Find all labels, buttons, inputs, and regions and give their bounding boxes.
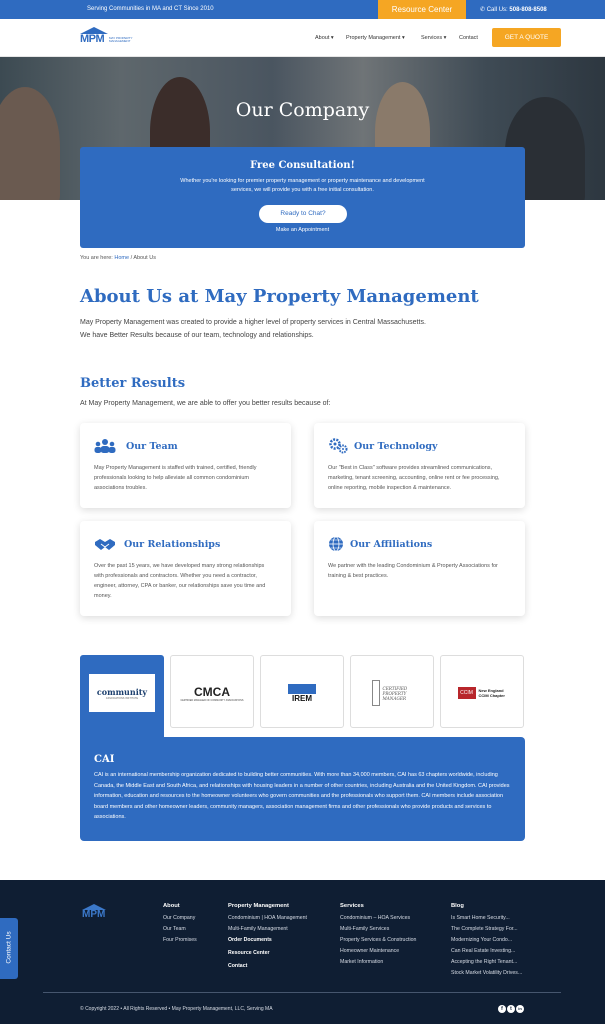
tab-cpm[interactable] <box>350 655 434 728</box>
nav-property-management[interactable]: Property Management ▾ <box>346 35 405 41</box>
footer-link[interactable]: Market Information <box>340 959 384 965</box>
footer-link[interactable]: Accepting the Right Tenant... <box>451 959 518 965</box>
affiliation-detail-panel <box>80 737 525 841</box>
handshake-icon <box>94 536 116 552</box>
cpm-logo: CERTIFIED PROPERTY MANAGER <box>359 674 425 712</box>
nav-contact[interactable]: Contact <box>459 35 478 41</box>
card-title: Our Affiliations <box>350 539 433 550</box>
logo-mark: MPM <box>80 33 105 45</box>
call-label: Call Us: <box>486 7 508 13</box>
footer-link[interactable]: Order Documents <box>228 937 272 943</box>
footer-link[interactable]: The Complete Strategy For... <box>451 926 518 932</box>
site-footer <box>0 880 605 1024</box>
facebook-icon[interactable]: f <box>498 1005 506 1013</box>
get-a-quote-button[interactable]: GET A QUOTE <box>492 28 561 47</box>
card-title: Our Relationships <box>124 539 221 550</box>
site-header <box>0 19 605 57</box>
irem-logo: IREM <box>269 674 335 712</box>
gears-icon <box>328 438 350 454</box>
footer-link[interactable]: Resource Center <box>228 950 270 956</box>
footer-link[interactable]: Property Services & Construction <box>340 937 417 943</box>
footer-property-column: Property Management Condominium | HOA Management Multi-Family Management Order Documents Resource Center Contact <box>228 903 307 969</box>
footer-link[interactable]: Multi-Family Services <box>340 926 390 932</box>
about-intro: May Property Management was created to provide a higher level of property services in Central Massachusetts. We have Better Results because of our team, technology and relationships. <box>80 319 426 339</box>
tab-ccim[interactable] <box>440 655 524 728</box>
page-title: Our Company <box>235 99 370 121</box>
footer-about-column: About Our Company Our Team Four Promises <box>163 903 197 943</box>
footer-link[interactable]: Condominium – HOA Services <box>340 915 411 921</box>
footer-services-column: Services Condominium – HOA Services Multi-Family Services Property Services & Construction Homeowner Maintenance Market Information <box>340 903 417 965</box>
site-logo[interactable] <box>80 27 140 51</box>
footer-blog-column: Blog Is Smart Home Security... The Complete Strategy For... Modernizing Your Condo... Can Real Estate Investing... Accepting the Right Tenant... Stock Market Volatility Drives... <box>451 903 523 976</box>
copyright: © Copyright 2022 • All Rights Reserved • May Property Management, LLC, Serving MA <box>80 1006 273 1012</box>
tagline: Serving Communities in MA and CT Since 2010 <box>87 6 214 12</box>
globe-icon <box>328 536 350 552</box>
card-text: Over the past 15 years, we have developed many strong relationships with professionals and contractors. Whether you need a contractor, engineer, attorney, CPA or banker, our relationships save you time and money. <box>94 563 266 599</box>
resource-center-button[interactable]: Resource Center <box>378 0 466 19</box>
footer-link[interactable]: Contact <box>228 963 248 969</box>
affiliation-description: CAI is an international membership organization dedicated to building better communities. With more than 34,000 members, CAI has 63 chapters worldwide, including Canada, the Middle East and South Africa, and relationships with housing leaders in a number of other countries, including Australia and the United Kingdom. CAI provides information, education and resources to the homeowner volunteers who govern communities and the professionals who support them. CAI members include association board members and other homeowner leaders, community managers, association management firms and other professionals who provide products and services to associations. <box>94 772 510 820</box>
card-our-affiliations <box>314 521 525 616</box>
cmca-logo: CMCA CERTIFIED MANAGER OF COMMUNITY ASSOCIATIONS <box>180 684 244 702</box>
ready-to-chat-button[interactable]: Ready to Chat? <box>259 205 347 223</box>
about-heading: About Us at May Property Management <box>80 286 479 307</box>
breadcrumb-current: About Us <box>133 255 156 261</box>
card-our-relationships <box>80 521 291 616</box>
contact-us-label: Contact Us <box>5 931 13 964</box>
footer-link[interactable]: Homeowner Maintenance <box>340 948 400 954</box>
card-title: Our Team <box>126 441 178 452</box>
consultation-title: Free Consultation! <box>250 160 355 171</box>
top-bar <box>0 0 605 19</box>
footer-link[interactable]: Is Smart Home Security... <box>451 915 510 921</box>
breadcrumb: You are here: Home / About Us <box>80 255 156 261</box>
footer-link[interactable]: Can Real Estate Investing... <box>451 948 516 954</box>
linkedin-icon[interactable]: in <box>516 1005 524 1013</box>
footer-link[interactable]: Four Promises <box>163 937 197 943</box>
tab-cai[interactable] <box>80 655 164 745</box>
card-text: Our "Best in Class" software provides streamlined communications, marketing, tenant screening, accounting, online rent or fee processing, online reporting, mobile inspection & maintenance. <box>328 465 500 491</box>
footer-link[interactable]: Condominium | HOA Management <box>228 915 307 921</box>
team-icon <box>94 438 116 454</box>
card-text: May Property Management is staffed with trained, certified, friendly professionals looking to help alleviate all common condominium associations troubles. <box>94 465 257 491</box>
call-us[interactable] <box>480 6 547 13</box>
better-results-heading: Better Results <box>80 376 186 391</box>
consultation-description: Whether you're looking for premier property management or property maintenance and development services, we will provide you with a free initial consultation. <box>180 178 425 193</box>
footer-link[interactable]: Our Company <box>163 915 196 921</box>
contact-us-tab[interactable] <box>0 918 18 979</box>
consultation-box <box>80 147 525 248</box>
nav-about[interactable]: About ▾ <box>315 35 334 41</box>
tab-irem[interactable] <box>260 655 344 728</box>
cpm-key-icon <box>372 680 380 706</box>
nav-services[interactable]: Services ▾ <box>421 35 447 41</box>
tab-cmca[interactable] <box>170 655 254 728</box>
logo-subtitle: MAY PROPERTY MANAGEMENT <box>109 36 133 43</box>
card-our-technology <box>314 423 525 508</box>
cai-logo: community ASSOCIATIONS INSTITUTE <box>89 674 155 712</box>
footer-divider <box>43 992 561 993</box>
make-appointment-link[interactable]: Make an Appointment <box>275 227 330 233</box>
footer-link[interactable]: Stock Market Volatility Drives... <box>451 970 523 976</box>
twitter-icon[interactable]: t <box>507 1005 515 1013</box>
footer-link[interactable]: Our Team <box>163 926 186 932</box>
card-title: Our Technology <box>354 441 438 452</box>
phone-icon: ✆ <box>480 7 486 13</box>
ccim-logo: CCIM New England CCIM Chapter <box>449 674 515 712</box>
affiliation-title: CAI <box>94 754 115 765</box>
card-text: We partner with the leading Condominium & Property Associations for training & best practices. <box>328 563 498 579</box>
footer-link[interactable]: Modernizing Your Condo... <box>451 937 513 943</box>
footer-link[interactable]: Multi-Family Management <box>228 926 288 932</box>
footer-logo[interactable]: MPM <box>82 904 132 926</box>
card-our-team <box>80 423 291 508</box>
better-results-lead: At May Property Management, we are able to offer you better results because of: <box>80 400 331 407</box>
phone-number[interactable]: 508-808-8508 <box>509 7 547 13</box>
breadcrumb-home[interactable]: Home <box>114 255 130 261</box>
